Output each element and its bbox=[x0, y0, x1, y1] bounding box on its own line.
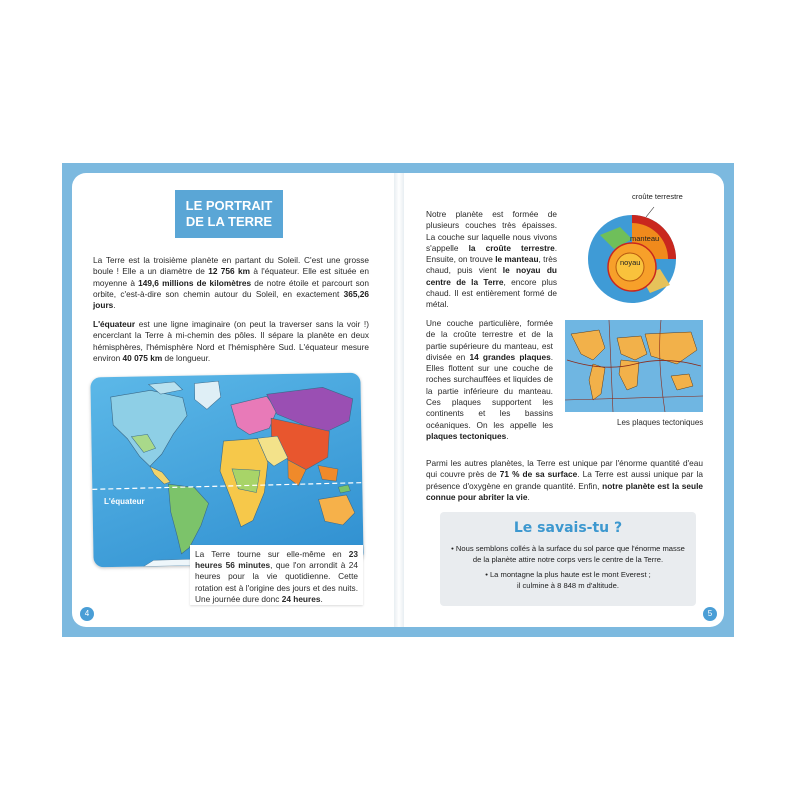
text-run: Parmi les autres planètes, la Terre est unique par l'énorme quantité d'eau qui couvre près de bbox=[426, 458, 703, 480]
did-you-know-item-2-line-1: • La montagne la plus haute est le mont Everest ; bbox=[485, 570, 651, 579]
bold-term: L'équateur bbox=[93, 319, 136, 329]
bold-term: plaques tectoniques bbox=[426, 430, 507, 441]
text-run: . bbox=[527, 491, 530, 502]
title-line-1: LE PORTRAIT bbox=[185, 198, 273, 213]
bold-term: 12 756 km bbox=[208, 266, 250, 277]
bold-term: la croûte terrestre bbox=[468, 242, 555, 253]
page-title bbox=[175, 190, 283, 238]
earth-layers-illustration bbox=[580, 205, 700, 305]
book-gutter bbox=[394, 173, 404, 627]
text-run: La Terre est la troisième planète en partant du Soleil. C'est une grosse boule ! Elle a un diamètre de bbox=[93, 255, 369, 277]
core-label: noyau bbox=[620, 258, 641, 267]
text-run: . Elles flottent sur une couche de roches surchauffées et liquides de la partie inférieure du manteau. Ces plaques supportent les continents et les bassins océaniques. On les appelle les bbox=[426, 351, 554, 430]
bold-term: 14 grandes plaques bbox=[469, 351, 551, 362]
text-run: Une couche particulière, formée de la croûte terrestre et de la partie supérieure du manteau, est divisée en bbox=[426, 318, 553, 362]
title-line-2: DE LA TERRE bbox=[185, 214, 273, 229]
did-you-know-item-1-line-2: de la planète attire notre corps vers le centre de la Terre. bbox=[472, 555, 664, 564]
text-run: , très chaud, puis vient bbox=[426, 254, 557, 276]
text-run: de longueur. bbox=[162, 352, 211, 363]
earth-intro-paragraph bbox=[93, 255, 369, 311]
bold-term: 40 075 km bbox=[122, 352, 163, 363]
tectonic-plates-paragraph bbox=[426, 318, 553, 442]
bold-term: 149,6 millions de kilomètres bbox=[138, 277, 252, 288]
equator-paragraph bbox=[93, 319, 369, 364]
tectonic-plates-caption: Les plaques tectoniques bbox=[617, 418, 704, 427]
bold-term: notre planète est la seule connue pour abriter la vie bbox=[426, 480, 703, 502]
bold-term: le manteau bbox=[495, 254, 539, 265]
text-run: . bbox=[113, 300, 116, 311]
equator-label: L'équateur bbox=[104, 497, 145, 506]
earth-layers-paragraph bbox=[426, 209, 557, 311]
crust-label: croûte terrestre bbox=[632, 192, 683, 201]
page-number-right: 5 bbox=[703, 607, 717, 621]
mantle-label: manteau bbox=[630, 234, 660, 243]
bold-term: 24 heures bbox=[281, 593, 321, 604]
water-life-paragraph bbox=[426, 458, 703, 503]
text-run: , que l'on arrondit à 24 heures pour la vie quotidienne. Cette rotation est à l'origine des jours et des nuits. Une journée dure donc bbox=[195, 560, 358, 604]
did-you-know-item-1-line-1: • Nous semblons collés à la surface du sol parce que l'énorme masse bbox=[451, 544, 685, 553]
text-run: . Ensuite, on trouve bbox=[426, 242, 557, 265]
bold-term: le noyau du centre de la Terre bbox=[426, 265, 557, 287]
tectonic-plates-map bbox=[565, 320, 703, 412]
bold-term: 365,26 jours bbox=[93, 288, 369, 311]
text-run: . bbox=[506, 430, 509, 441]
rotation-callout bbox=[190, 545, 363, 605]
page-number-left: 4 bbox=[80, 607, 94, 621]
bold-term: 23 heures 56 minutes bbox=[195, 549, 358, 571]
did-you-know-box bbox=[440, 512, 696, 606]
text-run: . La Terre est aussi unique par la présence d'oxygène en grande quantité. Enfin, bbox=[426, 469, 703, 491]
tectonic-map-illustration bbox=[565, 320, 703, 412]
text-run: Notre planète est formée de plusieurs couches très épaisses. La couche sur laquelle nous vivons s'appelle bbox=[426, 209, 557, 253]
bold-term: 71 % de sa surface bbox=[499, 469, 578, 480]
text-run: à l'équateur. Elle est située en moyenne à bbox=[93, 266, 369, 288]
text-run: . bbox=[320, 593, 323, 604]
text-run: , encore plus chaud. Il est entièrement formé de métal. bbox=[426, 276, 557, 310]
text-run: est une ligne imaginaire (on peut la traverser sans la voir !) encerclant la Terre à mi-chemin des pôles. Il sépare la planète en deux hémisphères, l'hémisphère Nord et l'hémisphère Sud. L'équateur mesure environ bbox=[93, 319, 369, 363]
did-you-know-title: Le savais-tu ? bbox=[513, 520, 623, 536]
world-map bbox=[90, 373, 363, 571]
text-run: La Terre tourne sur elle-même en bbox=[195, 549, 349, 559]
did-you-know-item-2-line-2: il culmine à 8 848 m d'altitude. bbox=[517, 581, 619, 590]
world-map-illustration bbox=[90, 373, 363, 571]
text-run: de notre étoile et parcourt son orbite, c'est-à-dire son chemin autour du Soleil, en exactement bbox=[93, 277, 370, 299]
